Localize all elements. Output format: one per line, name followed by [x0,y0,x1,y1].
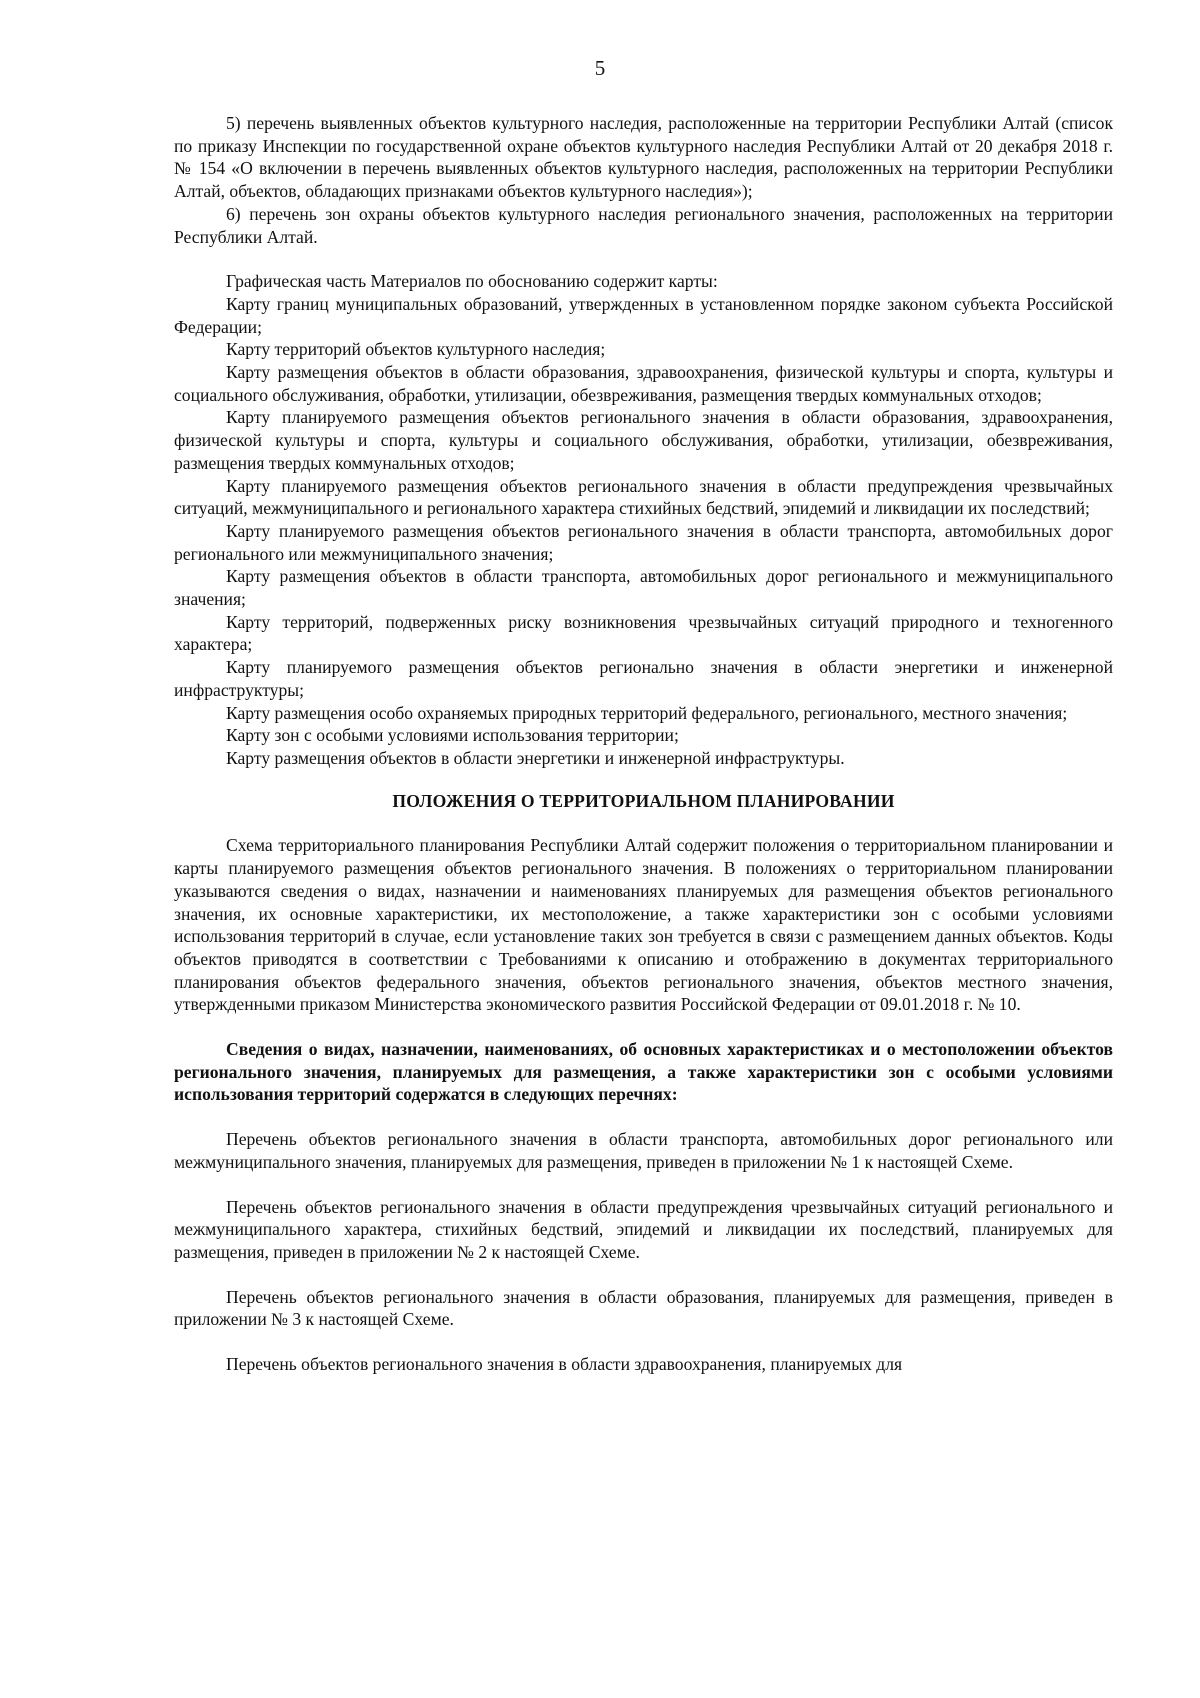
map-item: Карту планируемого размещения объектов регионального значения в области образования, здравоохранения, физической культуры и спорта, культуры и социального обслуживания, обработки, утилизации, обезвреживания, размещения твердых коммунальных отходов; [174,407,1113,473]
map-item: Карту размещения объектов в области транспорта, автомобильных дорог регионального и межмуниципального значения; [174,566,1113,610]
map-item: Карту размещения особо охраняемых природных территорий федерального, регионального, местного значения; [226,702,1068,723]
document-body [174,112,1113,1376]
map-item: Карту размещения объектов в области энергетики и инженерной инфраструктуры. [226,747,845,768]
spacer [174,1016,1113,1038]
spacer [174,1106,1113,1128]
spacer [174,1264,1113,1286]
list-item-6: 6) перечень зон охраны объектов культурного наследия регионального значения, расположенных на территории Республики Алтай. [174,203,1113,247]
appendix-reference: Перечень объектов регионального значения в области предупреждения чрезвычайных ситуаций регионального и межмуниципального характера, стихийных бедствий, эпидемий и ликвидации их последствий, планируемых для размещения, приведен в приложении № 2 к настоящей Схеме. [174,1196,1113,1262]
page-number: 5 [594,56,606,80]
spacer [174,1331,1113,1353]
map-item: Карту границ муниципальных образований, утвержденных в установленном порядке законом субъекта Российской Федерации; [174,293,1113,337]
map-item: Карту планируемого размещения объектов регионального значения в области транспорта, автомобильных дорог регионального или межмуниципального значения; [174,520,1113,564]
map-item: Карту территорий, подверженных риску возникновения чрезвычайных ситуаций природного и техногенного характера; [174,611,1113,655]
appendix-reference: Перечень объектов регионального значения в области образования, планируемых для размещения, приведен в приложении № 3 к настоящей Схеме. [174,1286,1113,1330]
section-heading: ПОЛОЖЕНИЯ О ТЕРРИТОРИАЛЬНОМ ПЛАНИРОВАНИИ [392,790,895,811]
spacer [174,248,1113,270]
list-item-5: 5) перечень выявленных объектов культурного наследия, расположенные на территории Республики Алтай (список по приказу Инспекции по государственной охране объектов культурного наследия Республики Алтай от 20 декабря 2018 г. № 154 «О включении в перечень выявленных объектов культурного наследия, расположенных на территории Республики Алтай, объектов, обладающих признаками объектов культурного наследия»); [174,113,1113,202]
map-item: Карту планируемого размещения объектов регионального значения в области предупреждения чрезвычайных ситуаций, межмуниципального и регионального характера стихийных бедствий, эпидемий и ликвидации их последствий; [174,475,1113,519]
appendix-reference: Перечень объектов регионального значения в области транспорта, автомобильных дорог регионального или межмуниципального значения, планируемых для размещения, приведен в приложении № 1 к настоящей Схеме. [174,1129,1113,1172]
map-item: Карту зон с особыми условиями использования территории; [226,725,679,746]
map-item: Карту территорий объектов культурного наследия; [226,339,606,360]
map-item: Карту планируемого размещения объектов регионально значения в области энергетики и инженерной инфраструктуры; [174,657,1113,700]
bold-statement: Сведения о видах, назначении, наименованиях, об основных характеристиках и о местоположении объектов регионального значения, планируемых для размещения, а также характеристики зон с особыми условиями использования территорий содержатся в следующих перечнях: [174,1039,1113,1105]
section-intro-paragraph: Схема территориального планирования Республики Алтай содержит положения о территориальном планировании и карты планируемого размещения объектов регионального значения. В положениях о территориальном планировании указываются сведения о видах, назначении и наименованиях планируемых для размещения объектов регионального значения, их основные характеристики, их местоположение, а также характеристики зон с особыми условиями использования территорий в случае, если установление таких зон требуется в связи с размещением данных объектов. Коды объектов приводятся в соответствии с Требованиями к описанию и отображению в документах территориального планирования объектов федерального значения, объектов регионального значения, объектов местного значения, утвержденными приказом Министерства экономического развития Российской Федерации от 09.01.2018 г. № 10. [174,835,1113,1015]
appendix-reference: Перечень объектов регионального значения в области здравоохранения, планируемых для [226,1354,903,1375]
spacer [174,1174,1113,1196]
graphic-part-intro: Графическая часть Материалов по обоснованию содержит карты: [226,271,718,292]
map-item: Карту размещения объектов в области образования, здравоохранения, физической культуры и спорта, культуры и социального обслуживания, обработки, утилизации, обезвреживания, размещения твердых коммунальных отходов; [174,362,1113,405]
